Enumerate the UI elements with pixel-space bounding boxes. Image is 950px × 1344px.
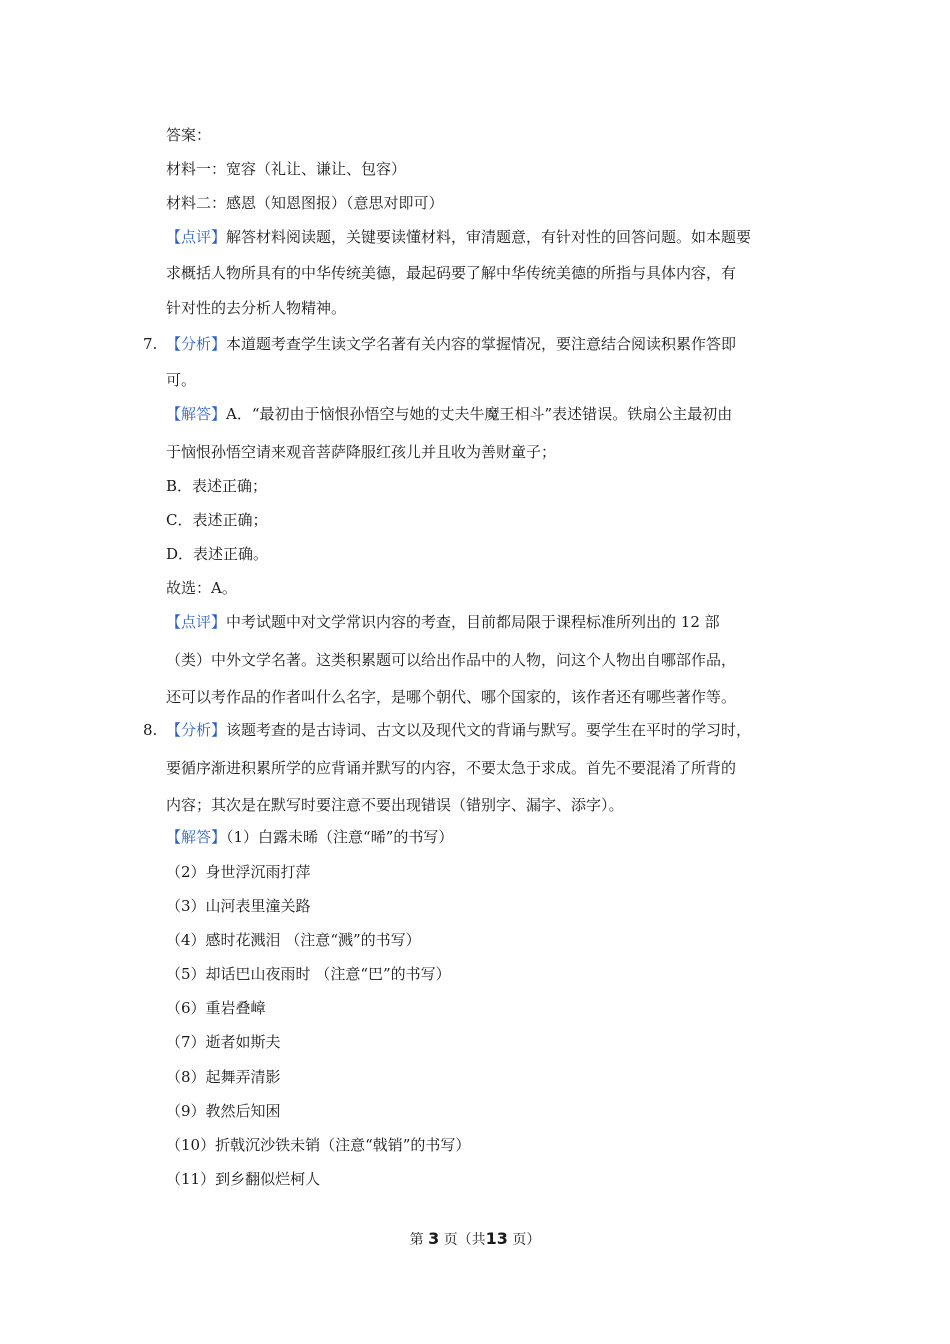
comment-tag: 【点评】 [166, 228, 227, 246]
answer-item-6: （6）重岩叠嶂 [166, 999, 266, 1017]
comment-line [166, 226, 816, 248]
answer-item-2: （2）身世浮沉雨打萍 [166, 863, 311, 881]
q7-analysis-line-2: 可。 [166, 371, 197, 389]
answer-item-9: （9）教然后知困 [166, 1102, 281, 1120]
answer-item-8: （8）起舞弄清影 [166, 1068, 281, 1086]
comment-line-2: 求概括人物所具有的中华传统美德，最起码要了解中华传统美德的所指与具体内容，有 [166, 264, 737, 282]
analysis-tag: 【分析】 [166, 335, 227, 353]
q7-comment-line-2: （类）中外文学名著。这类积累题可以给出作品中的人物，问这个人物出自哪部作品， [166, 651, 737, 669]
q7-answer-line [166, 403, 816, 425]
page-footer [0, 1228, 950, 1251]
comment-text: 解答材料阅读题，关键要读懂材料，审清题意，有针对性的回答问题。如本题要 [226, 228, 752, 246]
q7-option-c: C．表述正确； [166, 511, 268, 529]
current-page-number: 3 [428, 1229, 440, 1248]
analysis-tag: 【分析】 [166, 721, 227, 739]
answer-item-4: （4）感时花溅泪 （注意“溅”的书写） [166, 931, 421, 949]
answer-label: 答案： [166, 126, 212, 144]
footer-prefix: 第 [409, 1232, 424, 1248]
answer-item-1: （1）白露未晞（注意“晞”的书写） [226, 828, 454, 846]
footer-suffix: 页） [512, 1232, 541, 1248]
answer-text: A．“最初由于恼恨孙悟空与她的丈夫牛魔王相斗”表述错误。铁扇公主最初由 [226, 405, 733, 423]
question-number-7: 7. [143, 335, 158, 353]
answer-item-11: （11）到乡翻似烂柯人 [166, 1170, 321, 1188]
q7-answer-line-2: 于恼恨孙悟空请来观音菩萨降服红孩儿并且收为善财童子； [166, 443, 557, 461]
q7-comment-line [166, 611, 816, 633]
comment-tag: 【点评】 [166, 613, 227, 631]
q7-analysis-line [166, 333, 816, 355]
analysis-text: 该题考查的是古诗词、古文以及现代文的背诵与默写。要学生在平时的学习时， [226, 721, 752, 739]
answer-item-7: （7）逝者如斯夫 [166, 1033, 281, 1051]
material-one-answer: 材料一：宽容（礼让、谦让、包容） [166, 160, 407, 178]
comment-line-3: 针对性的去分析人物精神。 [166, 299, 347, 317]
answer-item-3: （3）山河表里潼关路 [166, 897, 311, 915]
answer-tag: 【解答】 [166, 828, 227, 846]
q8-answer-line [166, 826, 816, 848]
question-number-8: 8. [143, 721, 158, 739]
q7-comment-line-3: 还可以考作品的作者叫什么名字，是哪个朝代、哪个国家的，该作者还有哪些著作等。 [166, 688, 737, 706]
answer-item-10: （10）折戟沉沙铁未销（注意“戟销”的书写） [166, 1136, 471, 1154]
q8-analysis-line [166, 719, 816, 741]
q7-option-d: D．表述正确。 [166, 545, 269, 563]
answer-tag: 【解答】 [166, 405, 227, 423]
footer-middle: 页（共 [443, 1232, 486, 1248]
analysis-text: 本道题考查学生读文学名著有关内容的掌握情况，要注意结合阅读积累作答即 [226, 335, 737, 353]
q8-analysis-line-3: 内容；其次是在默写时要注意不要出现错误（错别字、漏字、添字）。 [166, 796, 624, 814]
q7-option-b: B．表述正确； [166, 477, 268, 495]
answer-item-5: （5）却话巴山夜雨时 （注意“巴”的书写） [166, 965, 451, 983]
comment-text: 中考试题中对文学常识内容的考查，目前都局限于课程标准所列出的 12 部 [226, 613, 720, 631]
total-page-number: 13 [485, 1229, 508, 1248]
material-two-answer: 材料二：感恩（知恩图报）（意思对即可） [166, 194, 444, 212]
q7-choice: 故选：A。 [166, 579, 237, 597]
q8-analysis-line-2: 要循序渐进积累所学的应背诵并默写的内容，不要太急于求成。首先不要混淆了所背的 [166, 759, 737, 777]
